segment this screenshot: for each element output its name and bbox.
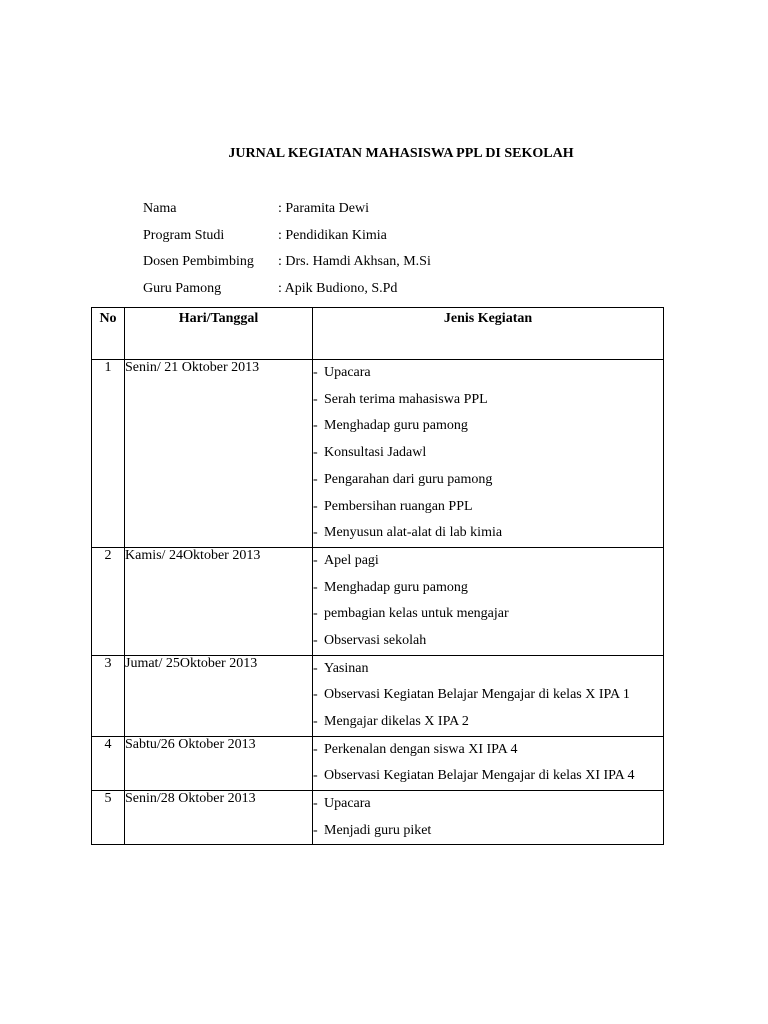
- row-date: Kamis/ 24Oktober 2013: [125, 547, 313, 655]
- table-row: [92, 655, 664, 736]
- info-label: Guru Pamong: [143, 280, 222, 296]
- activity-item: - Upacara: [313, 795, 371, 811]
- activity-text: Menghadap guru pamong: [324, 579, 468, 595]
- row-activities: [313, 547, 664, 655]
- activity-item: - Mengajar dikelas X IPA 2: [313, 713, 469, 729]
- activity-text: Menghadap guru pamong: [324, 418, 468, 434]
- activity-item: - pembagian kelas untuk mengajar: [313, 606, 509, 622]
- activity-item: - Menghadap guru pamong: [313, 579, 468, 595]
- row-activities: [313, 736, 664, 790]
- activity-item: - Apel pagi: [313, 552, 379, 568]
- activity-text: Upacara: [324, 795, 371, 811]
- activity-item: - Konsultasi Jadawl: [313, 445, 427, 461]
- activity-text: Observasi Kegiatan Belajar Mengajar di kelas XI IPA 4: [324, 768, 635, 784]
- info-label: Program Studi: [143, 227, 225, 243]
- table-row: [92, 360, 664, 548]
- activity-item: - Yasinan: [313, 660, 369, 676]
- activity-text: Upacara: [324, 365, 371, 380]
- activity-text: Yasinan: [324, 660, 369, 676]
- row-number: 1: [92, 360, 125, 548]
- column-header-no: No: [92, 308, 125, 360]
- row-activities: [313, 655, 664, 736]
- table-row: [92, 736, 664, 790]
- activity-text: Observasi Kegiatan Belajar Mengajar di kelas X IPA 1: [324, 687, 630, 703]
- row-date: Senin/28 Oktober 2013: [125, 790, 313, 844]
- activity-item: - Observasi Kegiatan Belajar Mengajar di kelas X IPA 1: [313, 687, 630, 703]
- info-label: Dosen Pembimbing: [143, 254, 254, 270]
- row-number: 2: [92, 547, 125, 655]
- activity-item: - Pembersihan ruangan PPL: [313, 498, 473, 514]
- info-label: Nama: [143, 201, 177, 216]
- row-activities: [313, 360, 664, 548]
- activity-item: - Observasi Kegiatan Belajar Mengajar di kelas XI IPA 4: [313, 768, 635, 784]
- activity-text: Serah terima mahasiswa PPL: [324, 391, 488, 407]
- activity-text: Apel pagi: [324, 552, 379, 568]
- column-header-date: Hari/Tanggal: [125, 308, 313, 360]
- activity-text: Mengajar dikelas X IPA 2: [324, 713, 469, 729]
- activity-item: - Menjadi guru piket: [313, 822, 432, 838]
- table-row: [92, 547, 664, 655]
- activity-text: Menyusun alat-alat di lab kimia: [324, 525, 503, 541]
- info-value: : Paramita Dewi: [278, 201, 369, 216]
- column-header-activities: Jenis Kegiatan: [313, 308, 664, 360]
- row-activities: [313, 790, 664, 844]
- activity-text: Observasi sekolah: [324, 633, 427, 649]
- table-row: [92, 790, 664, 844]
- activity-item: - Observasi sekolah: [313, 633, 427, 649]
- row-date: Jumat/ 25Oktober 2013: [125, 655, 313, 736]
- activity-text: pembagian kelas untuk mengajar: [324, 606, 509, 622]
- row-number: 3: [92, 655, 125, 736]
- activity-text: Pengarahan dari guru pamong: [324, 471, 493, 487]
- activity-item: - Upacara: [313, 365, 371, 380]
- activity-item: - Pengarahan dari guru pamong: [313, 471, 493, 487]
- activity-item: - Serah terima mahasiswa PPL: [313, 391, 488, 407]
- activity-item: - Menyusun alat-alat di lab kimia: [313, 525, 503, 541]
- activity-text: Pembersihan ruangan PPL: [324, 498, 473, 514]
- row-number: 4: [92, 736, 125, 790]
- activity-journal-table: [91, 307, 664, 845]
- activity-text: Perkenalan dengan siswa XI IPA 4: [324, 741, 518, 757]
- table-header-row: [92, 308, 664, 360]
- row-date: Senin/ 21 Oktober 2013: [125, 360, 313, 548]
- row-number: 5: [92, 790, 125, 844]
- info-value: : Drs. Hamdi Akhsan, M.Si: [278, 254, 431, 270]
- activity-text: Menjadi guru piket: [324, 822, 432, 838]
- info-value: : Apik Budiono, S.Pd: [278, 280, 398, 296]
- activity-item: - Perkenalan dengan siswa XI IPA 4: [313, 741, 518, 757]
- row-date: Sabtu/26 Oktober 2013: [125, 736, 313, 790]
- info-value: : Pendidikan Kimia: [278, 227, 387, 243]
- document-title: JURNAL KEGIATAN MAHASISWA PPL DI SEKOLAH: [228, 146, 574, 161]
- activity-text: Konsultasi Jadawl: [324, 445, 427, 461]
- activity-item: - Menghadap guru pamong: [313, 418, 468, 434]
